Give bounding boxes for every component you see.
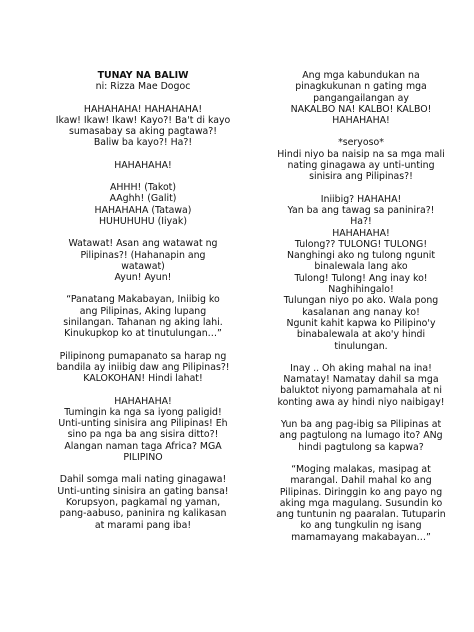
poem-line: konting awa ay hindi niyo naibigay! — [277, 396, 445, 408]
poem-line: KALOKOHAN! Hindi lahat! — [83, 373, 203, 385]
poem-title: TUNAY NA BALIW — [97, 70, 189, 81]
poem-line: at marami pang iba! — [94, 519, 192, 531]
poem-line: AHHH! (Takot) — [109, 182, 177, 194]
poem-line: Ayun! Ayun! — [114, 272, 172, 284]
stanza — [258, 464, 464, 543]
poem-line: pang-aabuso, paninira ng kalikasan — [59, 508, 227, 520]
poem-line: Iniibig? HAHAHA! — [320, 193, 402, 205]
poem-line: Watawat! Asan ang watawat ng — [68, 238, 218, 250]
poem-line: aking mga magulang. Susundin ko — [279, 497, 443, 509]
poem-line: Ngunit kahit kapwa ko Pilipino'y — [286, 317, 436, 329]
poem-line: ko ang tungkulin ng isang — [300, 520, 422, 532]
poem-line: PILIPINO — [123, 452, 163, 464]
poem-line: Tulungan niyo po ako. Wala pong — [283, 295, 439, 307]
poem-line: ang Pilipinas, Aking lupang — [79, 305, 207, 317]
poem-line: Tulong?? TULONG! TULONG! — [294, 238, 428, 250]
poem-line: HUHUHUHU (Iiyak) — [98, 215, 188, 227]
poem-line: ang pagtulong na lumago ito? ANg — [279, 430, 443, 442]
poem-line: pangangailangan ay — [313, 92, 409, 104]
poem-line: Tulong! Tulong! Ang inay ko! — [294, 272, 428, 284]
stanza — [40, 396, 246, 464]
poem-line: HAHAHAHA! — [332, 227, 390, 239]
poem-line: Dahil somga mali nating ginagawa! — [59, 474, 227, 486]
poem-line: Hindi niyo ba naisip na sa mga mali — [277, 148, 445, 160]
poem-line: binalewala lang ako — [314, 261, 408, 273]
poem-line: nating ginagawa ay unti-unting — [287, 160, 435, 172]
poem-line: Inay .. Oh aking mahal na ina! — [290, 362, 432, 374]
poem-line: HAHAHAHA! — [114, 159, 172, 171]
poem-line: Ang mga kabundukan na — [302, 70, 420, 81]
poem-line: sumasabay sa aking pagtawa?! — [68, 126, 218, 138]
poem-line: kasalanan ang nanay ko! — [302, 306, 420, 318]
poem-line: sinilangan. Tahanan ng aking lahi. — [63, 317, 223, 329]
poem-line: sinisira ang Pilipinas?! — [309, 171, 413, 183]
poem-line: HAHAHAHA! — [114, 395, 172, 407]
poem-line: tinulungan. — [334, 340, 388, 352]
poem-line: marangal. Dahil mahal ko ang — [290, 475, 432, 487]
stanza — [258, 363, 464, 408]
poem-line: Baliw ba kayo?! Ha?! — [93, 137, 193, 149]
poem-line: AAghh! (Galit) — [109, 193, 177, 205]
poem-line: Unti-unting sinisira an gating bansa! — [57, 485, 229, 497]
poem-line: ang tuntunin ng paaralan. Tutuparin — [276, 509, 446, 521]
left-column — [40, 70, 246, 531]
poem-line: Namatay! Namatay dahil sa mga — [283, 374, 439, 386]
poem-line: Yun ba ang pag-ibig sa Pilipinas at — [280, 419, 442, 431]
poem-line: watawat) — [121, 260, 165, 272]
poem-line: Naghihingalo! — [328, 284, 394, 296]
poem-line: Tumingin ka nga sa iyong paligid! — [64, 406, 222, 418]
poem-line: bandila ay iniibig daw ang Pilipinas?! — [56, 361, 230, 373]
poem-line: Nanghingi ako ng tulong ngunit — [287, 250, 435, 262]
stanza — [258, 194, 464, 352]
poem-line: “Panatang Makabayan, Iniibig ko — [66, 294, 220, 306]
poem-line: HAHAHAHA! — [332, 115, 390, 127]
poem-line: baluktot niyong pamamahala at ni — [280, 385, 442, 397]
poem-line: Pilipinong pumapanato sa harap ng — [59, 350, 227, 362]
poem-line: pinagkukunan n gating mga — [295, 81, 427, 93]
stanza — [40, 160, 246, 171]
stanza — [258, 70, 464, 126]
poem-line: mamamayang makabayan…” — [291, 531, 431, 543]
poem-line: Pilipinas. Diringgin ko ang payo ng — [279, 486, 443, 498]
stanza — [40, 238, 246, 283]
left-stanzas — [40, 104, 246, 531]
poem-line: Ha?! — [350, 216, 372, 228]
poem-line: Ikaw! Ikaw! Ikaw! Kayo?! Ba't di kayo — [55, 114, 231, 126]
poem-line: Pilipinas?! (Hahanapin ang — [80, 249, 206, 261]
stanza — [40, 104, 246, 149]
stanza — [40, 351, 246, 385]
poem-line: HAHAHAHA (Tatawa) — [94, 204, 192, 216]
poem-line: Yan ba ang tawag sa paninira?! — [287, 204, 435, 216]
right-column — [258, 70, 464, 543]
poem-line: Korupsyon, pagkamal ng yaman, — [65, 496, 221, 508]
poem-line: “Moging malakas, masipag at — [291, 463, 431, 475]
stanza — [258, 419, 464, 453]
poem-line: NAKALBO NA! KALBO! KALBO! — [290, 103, 432, 115]
poem-author: ni: Rizza Mae Dogoc — [95, 81, 191, 93]
stanza — [258, 137, 464, 182]
stanza — [40, 474, 246, 530]
poem-line: *seryoso* — [338, 137, 384, 149]
poem-line: hindi pagtulong sa kapwa? — [298, 441, 424, 453]
poem-line: binabalewala at ako'y hindi — [296, 329, 426, 341]
poem-line: Kinukupkop ko at tinutulungan…” — [64, 328, 222, 340]
stanza — [40, 294, 246, 339]
poem-line: sino pa nga ba ang sisira ditto?! — [67, 429, 219, 441]
poem-line: Alangan naman taga Africa? MGA — [64, 440, 222, 452]
stanza — [40, 182, 246, 227]
right-stanzas — [258, 70, 464, 543]
poem-line: HAHAHAHA! HAHAHAHA! — [83, 103, 203, 115]
poem-line: Unti-unting sinisira ang Pilipinas! Eh — [58, 418, 228, 430]
